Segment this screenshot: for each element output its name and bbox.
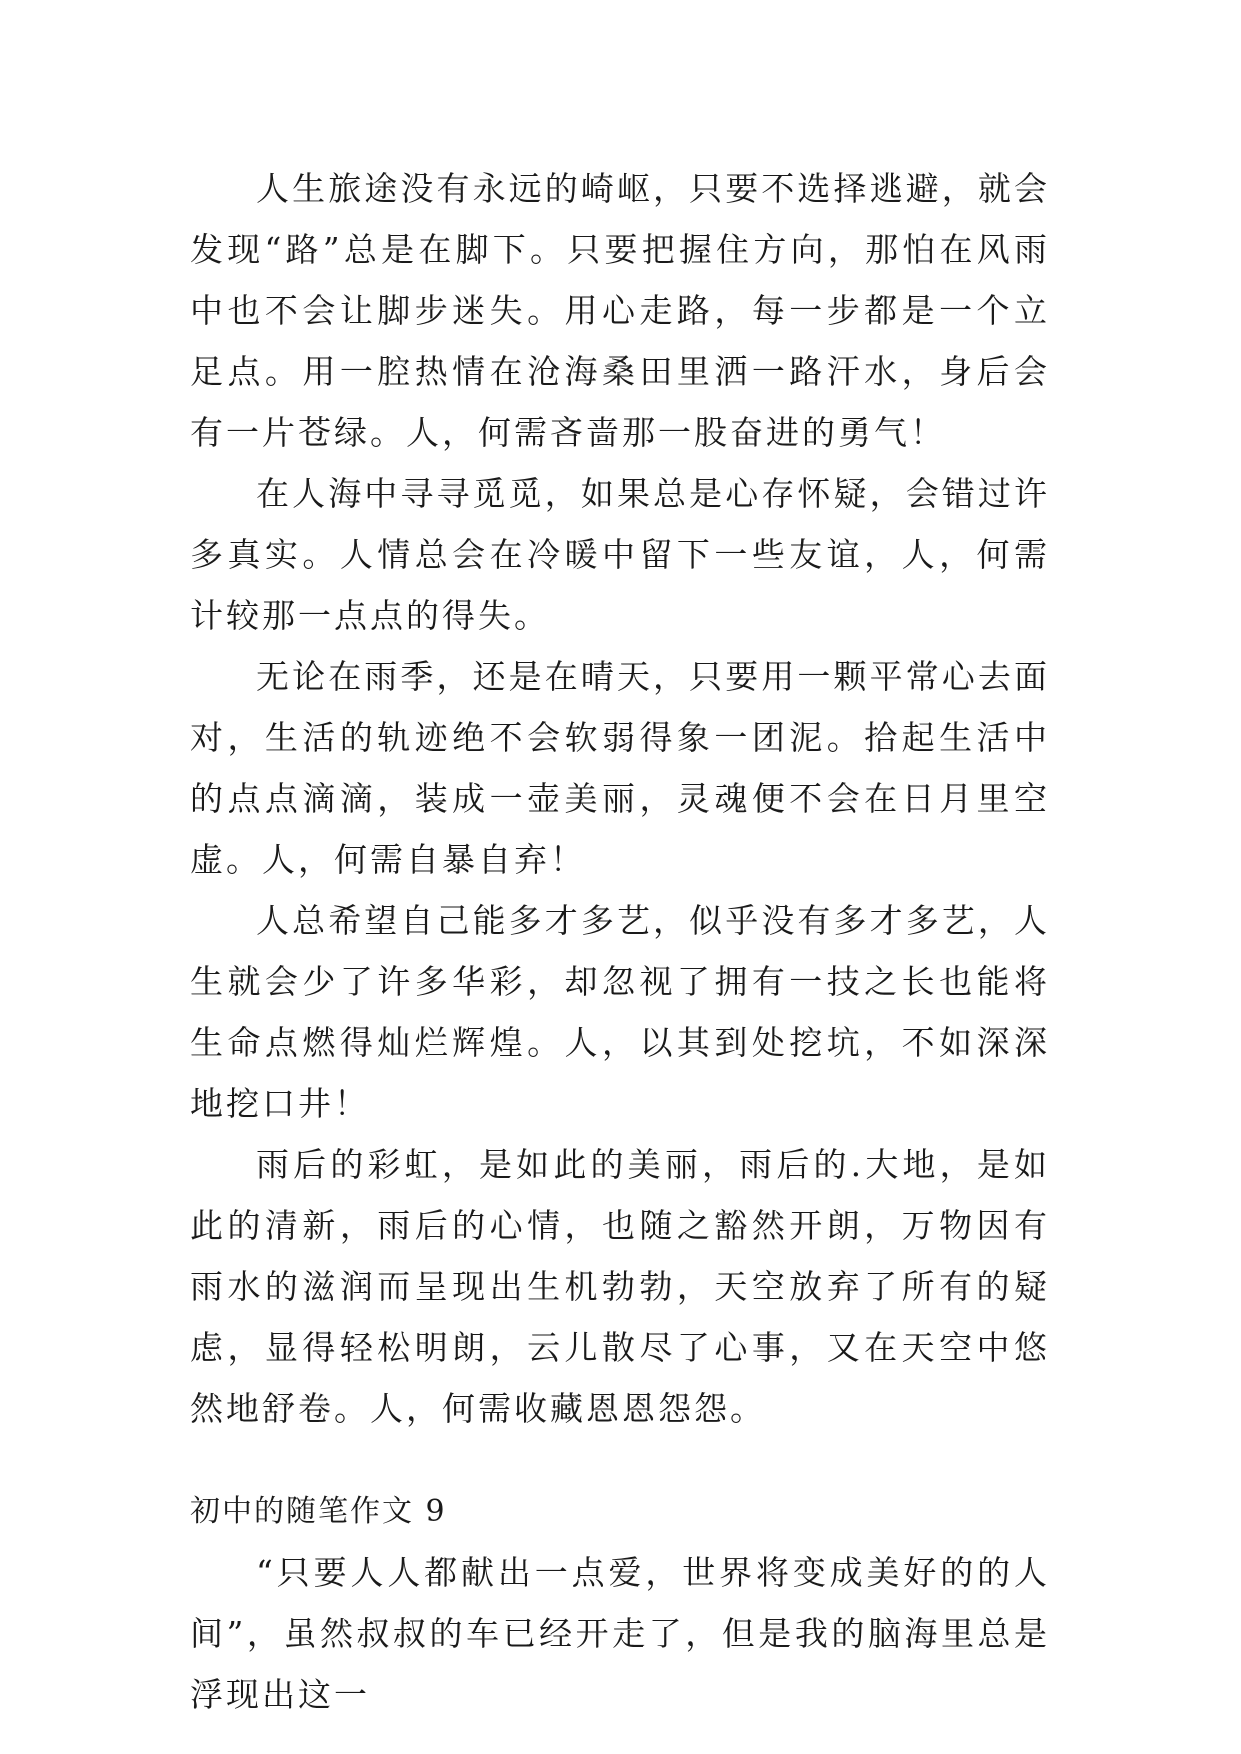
paragraph-4: 人总希望自己能多才多艺，似乎没有多才多艺，人生就会少了许多华彩，却忽视了拥有一技之长也能将生命点燃得灿烂辉煌。人，以其到处挖坑，不如深深地挖口井！ xyxy=(190,901,1050,1123)
paragraph-5: 雨后的彩虹，是如此的美丽，雨后的.大地，是如此的清新，雨后的心情，也随之豁然开朗，万物因有雨水的滋润而呈现出生机勃勃，天空放弃了所有的疑虑，显得轻松明朗，云儿散尽了心事，又在天空中悠然地舒卷。人，何需收藏恩恩怨怨。 xyxy=(190,1145,1050,1428)
document-body xyxy=(190,158,1050,1725)
section-heading: 初中的随笔作文 9 xyxy=(190,1494,447,1529)
paragraph-3: 无论在雨季，还是在晴天，只要用一颗平常心去面对，生活的轨迹绝不会软弱得象一团泥。拾起生活中的点点滴滴，装成一壶美丽，灵魂便不会在日月里空虚。人，何需自暴自弃！ xyxy=(190,657,1050,879)
paragraph-1: 人生旅途没有永远的崎岖，只要不选择逃避，就会发现“路”总是在脚下。只要把握住方向，那怕在风雨中也不会让脚步迷失。用心走路，每一步都是一个立足点。用一腔热情在沧海桑田里洒一路汗水，身后会有一片苍绿。人，何需吝啬那一股奋进的勇气！ xyxy=(190,169,1050,452)
paragraph-2: 在人海中寻寻觅觅，如果总是心存怀疑，会错过许多真实。人情总会在冷暖中留下一些友谊，人，何需计较那一点点的得失。 xyxy=(190,474,1050,635)
section-paragraph-1: “只要人人都献出一点爱，世界将变成美好的的人间”，虽然叔叔的车已经开走了，但是我的脑海里总是浮现出这一 xyxy=(190,1553,1050,1714)
